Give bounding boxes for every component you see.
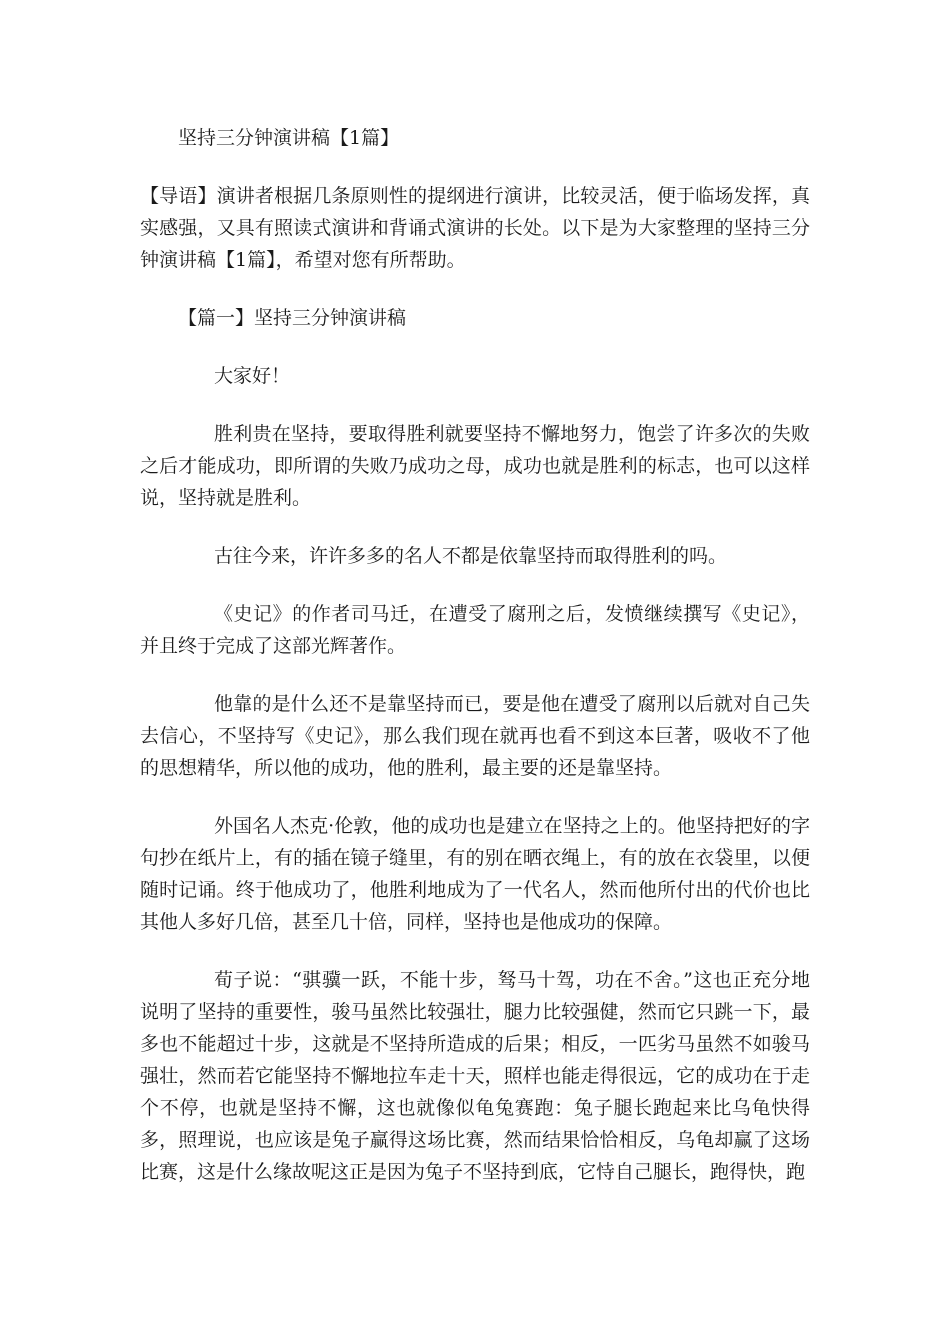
body-paragraph-4: 他靠的是什么还不是靠坚持而已，要是他在遭受了腐刑以后就对自己失去信心，不坚持写《史记》，那么我们现在就再也看不到这本巨著，吸收不了他的思想精华，所以他的成功，他的胜利，最主要的还是靠坚持。	[140, 693, 810, 779]
body-paragraph-1: 胜利贵在坚持，要取得胜利就要坚持不懈地努力，饱尝了许多次的失败之后才能成功，即所谓的失败乃成功之母，成功也就是胜利的标志，也可以这样说，坚持就是胜利。	[140, 423, 810, 509]
body-paragraph-2: 古往今来，许许多多的名人不都是依靠坚持而取得胜利的吗。	[214, 545, 728, 567]
intro-paragraph: 【导语】演讲者根据几条原则性的提纲进行演讲，比较灵活，便于临场发挥，真实感强，又具有照读式演讲和背诵式演讲的长处。以下是为大家整理的坚持三分钟演讲稿【1篇】，希望对您有所帮助。	[140, 185, 810, 271]
section-heading: 【篇一】坚持三分钟演讲稿	[178, 307, 407, 329]
body-paragraph-6: 荀子说：“骐骥一跃，不能十步，驽马十驾，功在不舍。”这也正充分地说明了坚持的重要性，骏马虽然比较强壮，腿力比较强健，然而它只跳一下，最多也不能超过十步，这就是不坚持所造成的后果；相反，一匹劣马虽然不如骏马强壮，然而若它能坚持不懈地拉车走十天，照样也能走得很远，它的成功在于走个不停，也就是坚持不懈，这也就像似龟兔赛跑：兔子腿长跑起来比乌龟快得多，照理说，也应该是兔子赢得这场比赛，然而结果恰恰相反，乌龟却赢了这场比赛，这是什么缘故呢这正是因为兔子不坚持到底，它恃自己腿长，跑得快，跑	[140, 969, 810, 1183]
greeting: 大家好！	[214, 365, 291, 387]
document-body	[140, 122, 810, 1214]
document-title: 坚持三分钟演讲稿【1篇】	[178, 127, 400, 149]
body-paragraph-3: 《史记》的作者司马迁，在遭受了腐刑之后，发愤继续撰写《史记》，并且终于完成了这部光辉著作。	[140, 603, 810, 657]
body-paragraph-5: 外国名人杰克·伦敦，他的成功也是建立在坚持之上的。他坚持把好的字句抄在纸片上，有的插在镜子缝里，有的别在晒衣绳上，有的放在衣袋里，以便随时记诵。终于他成功了，他胜利地成为了一代名人，然而他所付出的代价也比其他人多好几倍，甚至几十倍，同样，坚持也是他成功的保障。	[140, 815, 810, 933]
